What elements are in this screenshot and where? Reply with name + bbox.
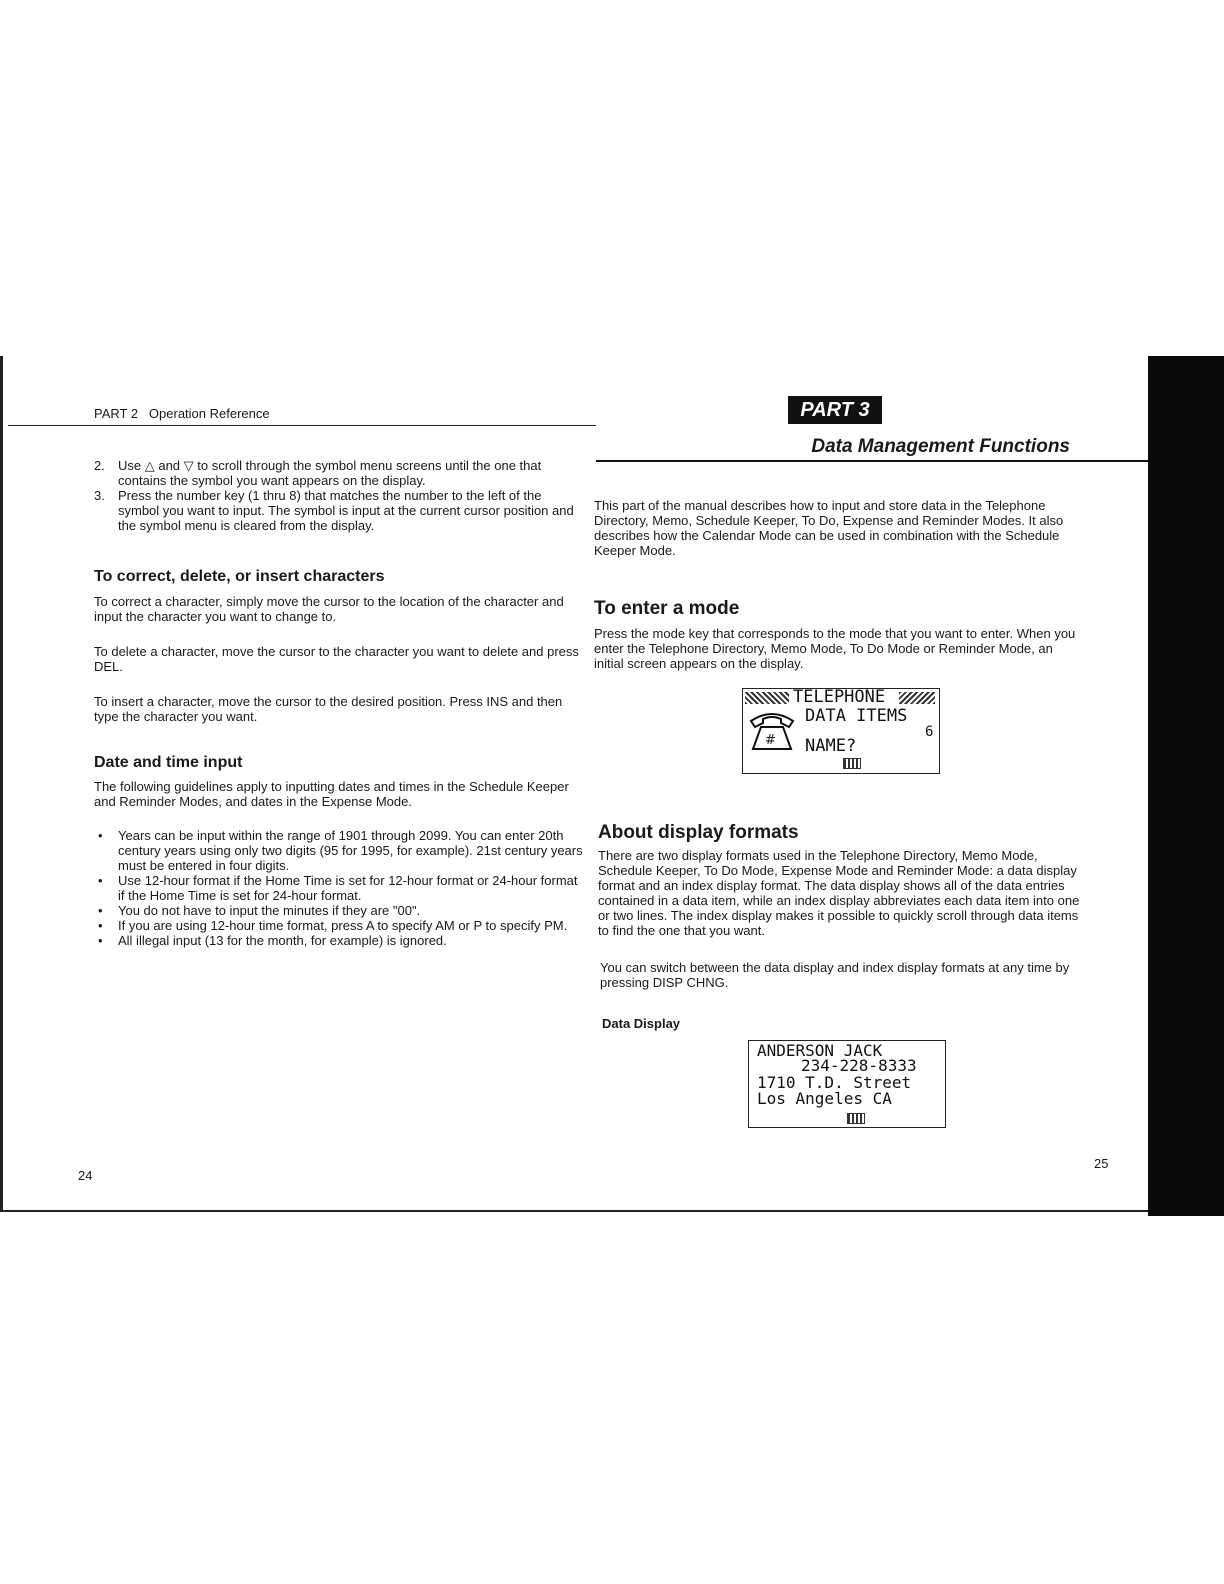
telephone-icon (747, 709, 797, 753)
section-rule (596, 460, 1148, 462)
hatch-pattern (745, 692, 789, 704)
bottom-rule (0, 1210, 1148, 1212)
lcd-street: 1710 T.D. Street (757, 1073, 912, 1092)
correct-paragraph: To correct a character, simply move the cursor to the location of the character and input the character you want to change to. (94, 594, 564, 624)
part-intro: This part of the manual describes how to input and store data in the Telephone Directory, Memo, Schedule Keeper, To Do, Expense and Reminder Modes. It also describes how the Calendar Mode can be used in combination with the Schedule Keeper Mode. (594, 498, 1064, 558)
lcd-data-items: DATA ITEMS (805, 706, 908, 726)
left-running-header (94, 406, 594, 421)
section-title: Data Management Functions (811, 436, 1070, 457)
delete-paragraph: To delete a character, move the cursor to the character you want to delete and press DEL. (94, 644, 579, 674)
lcd-prompt: NAME? (805, 736, 857, 756)
correct-heading: To correct, delete, or insert characters (94, 568, 385, 585)
part-badge: PART 3 (788, 396, 882, 424)
hatch-pattern (899, 692, 935, 704)
header-title: Operation Reference (148, 406, 270, 421)
data-display-label: Data Display (602, 1016, 681, 1031)
page-edge-left (0, 356, 3, 1212)
lcd-name: ANDERSON JACK (757, 1041, 883, 1060)
step-text: Use △ and ▽ to scroll through the symbol menu screens until the one that contains the symbol you want appears on the display. (118, 458, 542, 488)
lcd-initial-screen (742, 688, 940, 774)
svg-text:#: # (765, 733, 776, 748)
insert-paragraph: To insert a character, move the cursor to the desired position. Press INS and then type the character you want. (94, 694, 563, 724)
page-number-left: 24 (78, 1168, 93, 1183)
page-edge-right (1148, 356, 1224, 1216)
switch-format-paragraph: You can switch between the data display and index display formats at any time by pressing DISP CHNG. (600, 960, 1070, 990)
list-item: • You do not have to input the minutes if they are "00". (98, 903, 421, 918)
list-item: • Use 12-hour format if the Home Time is set for 12-hour format or 24-hour format if the Home Time is set for 24-hour format. (98, 873, 578, 903)
list-item: • All illegal input (13 for the month, for example) is ignored. (98, 933, 447, 948)
step-item: 3. Press the number key (1 thru 8) that matches the number to the left of the symbol you want to input. The symbol is input at the current cursor position and the symbol menu is cleared from the display. (94, 488, 574, 533)
date-bullets (94, 828, 586, 948)
lcd-count: 6 (925, 724, 934, 740)
date-heading: Date and time input (94, 754, 243, 771)
mode-indicator-icon (847, 1113, 865, 1124)
page-number-right: 25 (1094, 1156, 1109, 1171)
lcd-phone: 234-228-8333 (801, 1056, 917, 1075)
date-intro: The following guidelines apply to inputting dates and times in the Schedule Keeper and Reminder Modes, and dates in the Expense Mode. (94, 779, 569, 809)
list-item: • Years can be input within the range of 1901 through 2099. You can enter 20th century years using only two digits (95 for 1995, for example). 21st century years must be entered in four digits. (98, 828, 583, 873)
step-text: Press the number key (1 thru 8) that matches the number to the left of the symbol you want to input. The symbol is input at the current cursor position and the symbol menu is cleared from the display. (118, 488, 574, 533)
enter-mode-heading: To enter a mode (594, 598, 740, 619)
header-rule (8, 425, 596, 426)
display-formats-heading: About display formats (598, 822, 799, 843)
list-item: • If you are using 12-hour time format, press A to specify AM or P to specify PM. (98, 918, 568, 933)
mode-indicator-icon (843, 758, 861, 769)
step-item: 2. Use △ and ▽ to scroll through the symbol menu screens until the one that contains the symbol you want appears on the display. (94, 458, 542, 488)
lcd-city: Los Angeles CA (757, 1089, 892, 1108)
display-formats-paragraph: There are two display formats used in the Telephone Directory, Memo Mode, Schedule Keeper, To Do Mode, Expense Mode and Reminder Mode: a data display format and an index display format. The data display shows all of the data entries contained in a data item, while an index display abbreviates each data item into one or two lines. The index display makes it possible to quickly scroll through data items to find the one that you want. (598, 848, 1080, 938)
lcd-title: TELEPHONE (793, 687, 886, 707)
header-part: PART 2 (94, 406, 139, 421)
steps-list (94, 458, 586, 533)
enter-mode-text: Press the mode key that corresponds to the mode that you want to enter. When you enter the Telephone Directory, Memo Mode, To Do Mode or Reminder Mode, an initial screen appears on the display. (594, 626, 1076, 671)
lcd-data-display (748, 1040, 946, 1128)
